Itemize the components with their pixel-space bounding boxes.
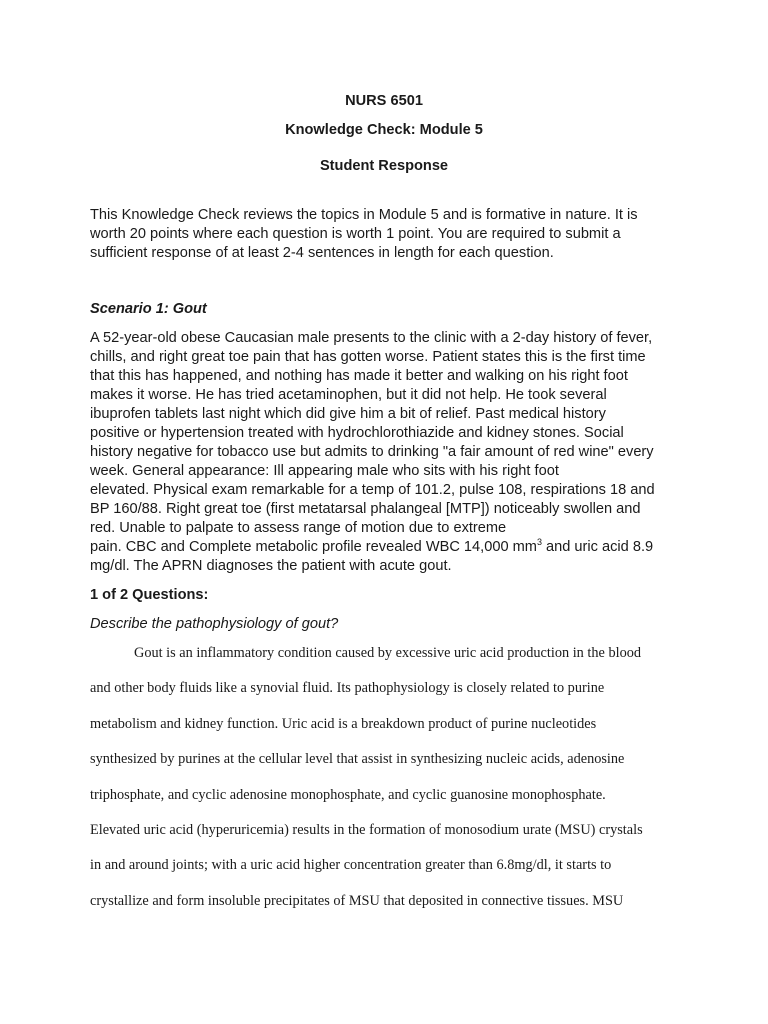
answer-line: metabolism and kidney function. Uric acid is a breakdown product of purine nucleotides [90, 715, 597, 732]
document-subtitle: Student Response [319, 158, 449, 174]
document-title: Knowledge Check: Module 5 [285, 122, 483, 138]
answer-paragraph [90, 645, 690, 928]
scenario-line: ibuprofen tablets last night which did give him a bit of relief. Past medical history [90, 406, 606, 422]
question-heading: 1 of 2 Questions: [90, 587, 209, 603]
course-title: NURS 6501 [345, 93, 423, 109]
scenario-line: red. Unable to palpate to assess range of motion due to extreme [90, 520, 507, 536]
answer-line: and other body fluids like a synovial fluid. Its pathophysiology is closely related to purine [90, 680, 605, 697]
answer-line: synthesized by purines at the cellular level that assist in synthesizing nucleic acids, adenosine [90, 751, 625, 768]
answer-line: Gout is an inflammatory condition caused by excessive uric acid production in the blood [134, 645, 642, 661]
scenario-line: positive or hypertension treated with hydrochlorothiazide and kidney stones. Social [90, 425, 624, 441]
scenario-paragraph [90, 329, 690, 576]
scenario-line: makes it worse. He has tried acetaminophen, but it did not help. He took several [90, 387, 607, 403]
answer-line: Elevated uric acid (hyperuricemia) results in the formation of monosodium urate (MSU) crystals [90, 821, 643, 838]
scenario-line: week. General appearance: Ill appearing male who sits with his right foot [90, 463, 559, 479]
answer-line: triphosphate, and cyclic adenosine monophosphate, and cyclic guanosine monophosphate. [90, 786, 606, 803]
scenario-line: elevated. Physical exam remarkable for a temp of 101.2, pulse 108, respirations 18 and [90, 482, 655, 498]
intro-paragraph [90, 206, 690, 263]
intro-line: This Knowledge Check reviews the topics in Module 5 and is formative in nature. It is [90, 207, 638, 223]
answer-line: crystallize and form insoluble precipitates of MSU that deposited in connective tissues. MSU [90, 892, 624, 909]
scenario-line: mg/dl. The APRN diagnoses the patient with acute gout. [90, 558, 452, 574]
scenario-heading: Scenario 1: Gout [90, 301, 207, 317]
scenario-line: BP 160/88. Right great toe (first metatarsal phalangeal [MTP]) noticeably swollen and [90, 501, 641, 517]
intro-line: sufficient response of at least 2-4 sentences in length for each question. [90, 245, 554, 261]
answer-line: in and around joints; with a uric acid higher concentration greater than 6.8mg/dl, it starts to [90, 857, 612, 874]
scenario-line: history negative for tobacco use but admits to drinking "a fair amount of red wine" every [90, 444, 654, 460]
scenario-line-text: pain. CBC and Complete metabolic profile revealed WBC 14,000 mm [90, 539, 537, 555]
question-text: Describe the pathophysiology of gout? [90, 616, 339, 632]
scenario-line-text: and uric acid 8.9 [541, 539, 654, 555]
scenario-line: that this has happened, and nothing has made it better and walking on his right foot [90, 368, 628, 384]
scenario-line: A 52-year-old obese Caucasian male presents to the clinic with a 2-day history of fever, [90, 330, 653, 346]
intro-line: worth 20 points where each question is worth 1 point. You are required to submit a [90, 226, 621, 242]
scenario-line: chills, and right great toe pain that has gotten worse. Patient states this is the first time [90, 349, 646, 365]
superscript-3: 3 [536, 537, 542, 548]
scenario-line [90, 538, 690, 557]
